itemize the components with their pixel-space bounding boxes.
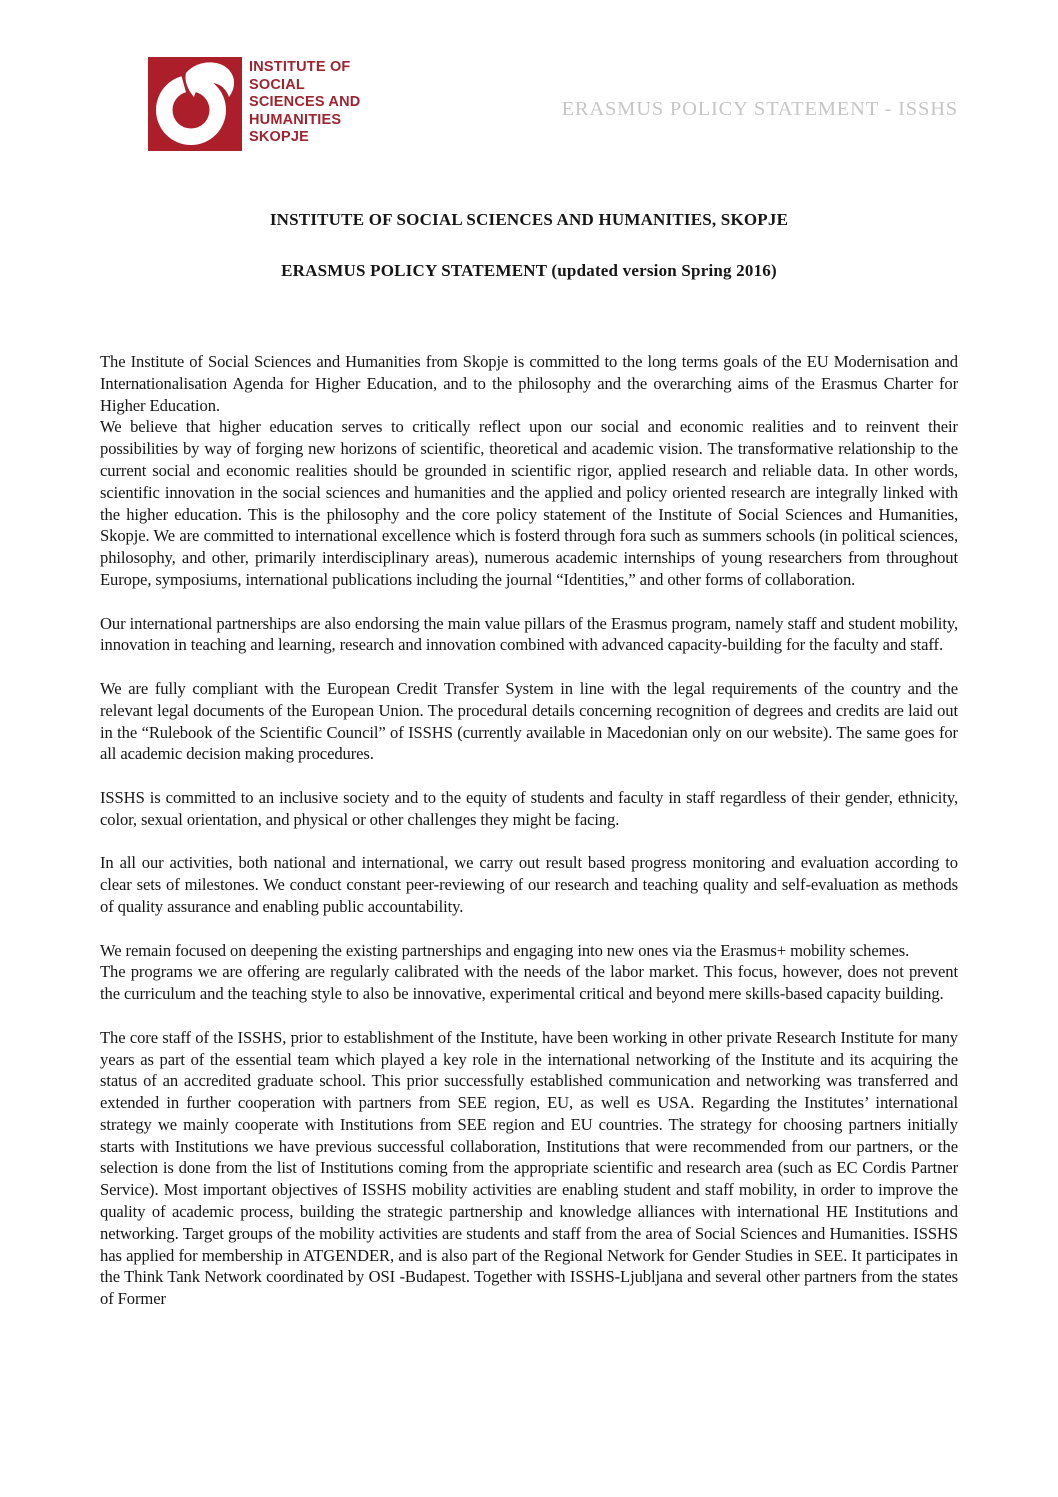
logo-text-line: INSTITUTE OF xyxy=(249,59,351,75)
paragraph-erasmus-schemes: We remain focused on deepening the existing partnerships and engaging into new ones via the Erasmus+ mobility schemes. xyxy=(100,940,910,960)
logo-text xyxy=(249,57,360,147)
page-header xyxy=(0,0,1058,152)
isshs-logo-icon xyxy=(148,57,242,151)
logo-text-line: SCIENCES AND xyxy=(249,94,361,111)
logo-text-line: SOCIAL xyxy=(249,76,305,93)
paragraph-programs: The programs we are offering are regularly calibrated with the needs of the labor market. This focus, however, does not prevent the curriculum and the teaching style to also be innovative, experimental critical and beyond mere skills-based capacity building. xyxy=(100,962,958,1004)
paragraph-inclusion: ISSHS is committed to an inclusive society and to the equity of students and faculty in staff regardless of their gender, ethnicity, color, sexual orientation, and physical or other challenges they might be facing. xyxy=(100,787,958,829)
paragraph-ects-compliance: We are fully compliant with the European Credit Transfer System in line with the legal requirements of the country and the relevant legal documents of the European Union. The procedural details concerning recognition of degrees and credits are laid out in the “Rulebook of the Scientific Council” of ISSHS (currently available in Macedonian only on our website). The same goes for all academic decision making procedures. xyxy=(100,678,958,764)
isshs-logo xyxy=(148,57,360,151)
paragraph-philosophy: We believe that higher education serves to critically reflect upon our social and economic realities and to reinvent their possibilities by way of forging new horizons of scientific, theoretical and academic vision. The transformative relationship to the current social and economic realities should be grounded in scientific rigor, applied research and reliable data. In other words, scientific innovation in the social sciences and humanities and the applied and policy oriented research are integrally linked with the higher education. This is the philosophy and the core policy statement of the Institute of Social Sciences and Humanities, Skopje. We are committed to international excellence which is fosterd through fora such as summers schools (in political sciences, philosophy, and other, primarily interdisciplinary areas), numerous academic internships of young researchers from throughout Europe, symposiums, international publications including the journal “Identities,” and other forms of collaboration. xyxy=(100,417,958,589)
document-body xyxy=(0,281,1058,1310)
document-subtitle: ERASMUS POLICY STATEMENT (updated version Spring 2016) xyxy=(281,261,777,280)
document-title: INSTITUTE OF SOCIAL SCIENCES AND HUMANITIES, SKOPJE xyxy=(269,210,789,229)
logo-text-line: SKOPJE xyxy=(249,129,310,146)
paragraph-intro: The Institute of Social Sciences and Humanities from Skopje is committed to the long terms goals of the EU Modernisation and Internationalisation Agenda for Higher Education, and to the philosophy and the overarching aims of the Erasmus Charter for Higher Education. xyxy=(100,352,958,415)
logo-text-line: HUMANITIES xyxy=(249,111,342,128)
paragraph-core-staff-strategy: The core staff of the ISSHS, prior to establishment of the Institute, have been working in other private Research Institute for many years as part of the essential team which played a key role in the international networking of the Institute and its acquiring the status of an accredited graduate school. This prior successfully established communication and networking was transferred and extended in further cooperation with partners from SEE region, EU, as well es USA. Regarding the Institutes’ international strategy we mainly cooperate with Institutions from SEE region and EU countries. The strategy for choosing partners initially starts with Institutions we have previous successful collaboration, Institutions that were recommended from our partners, or the selection is done from the list of Institutions coming from the appropriate scientific and research area (such as EC Cordis Partner Service). Most important objectives of ISSHS mobility activities are enabling student and staff mobility, in order to improve the quality of academic process, building the strategic partnership and knowledge alliances with international HE Institutions and networking. Target groups of the mobility activities are students and staff from the area of Social Sciences and Humanities. ISSHS has applied for membership in ATGENDER, and is also part of the Regional Network for Gender Studies in SEE. It participates in the Think Tank Network coordinated by OSI -Budapest. Together with ISSHS-Ljubljana and several other partners from the states of Former xyxy=(100,1027,958,1309)
paragraph-partnerships: Our international partnerships are also endorsing the main value pillars of the Erasmus program, namely staff and student mobility, innovation in teaching and learning, research and innovation combined with advanced capacity-building for the faculty and staff. xyxy=(100,613,958,655)
paragraph-monitoring: In all our activities, both national and international, we carry out result based progress monitoring and evaluation according to clear sets of milestones. We conduct constant peer-reviewing of our research and teaching quality and self-evaluation as methods of quality assurance and enabling public accountability. xyxy=(100,853,958,916)
header-watermark-title: ERASMUS POLICY STATEMENT - ISSHS xyxy=(561,98,958,120)
